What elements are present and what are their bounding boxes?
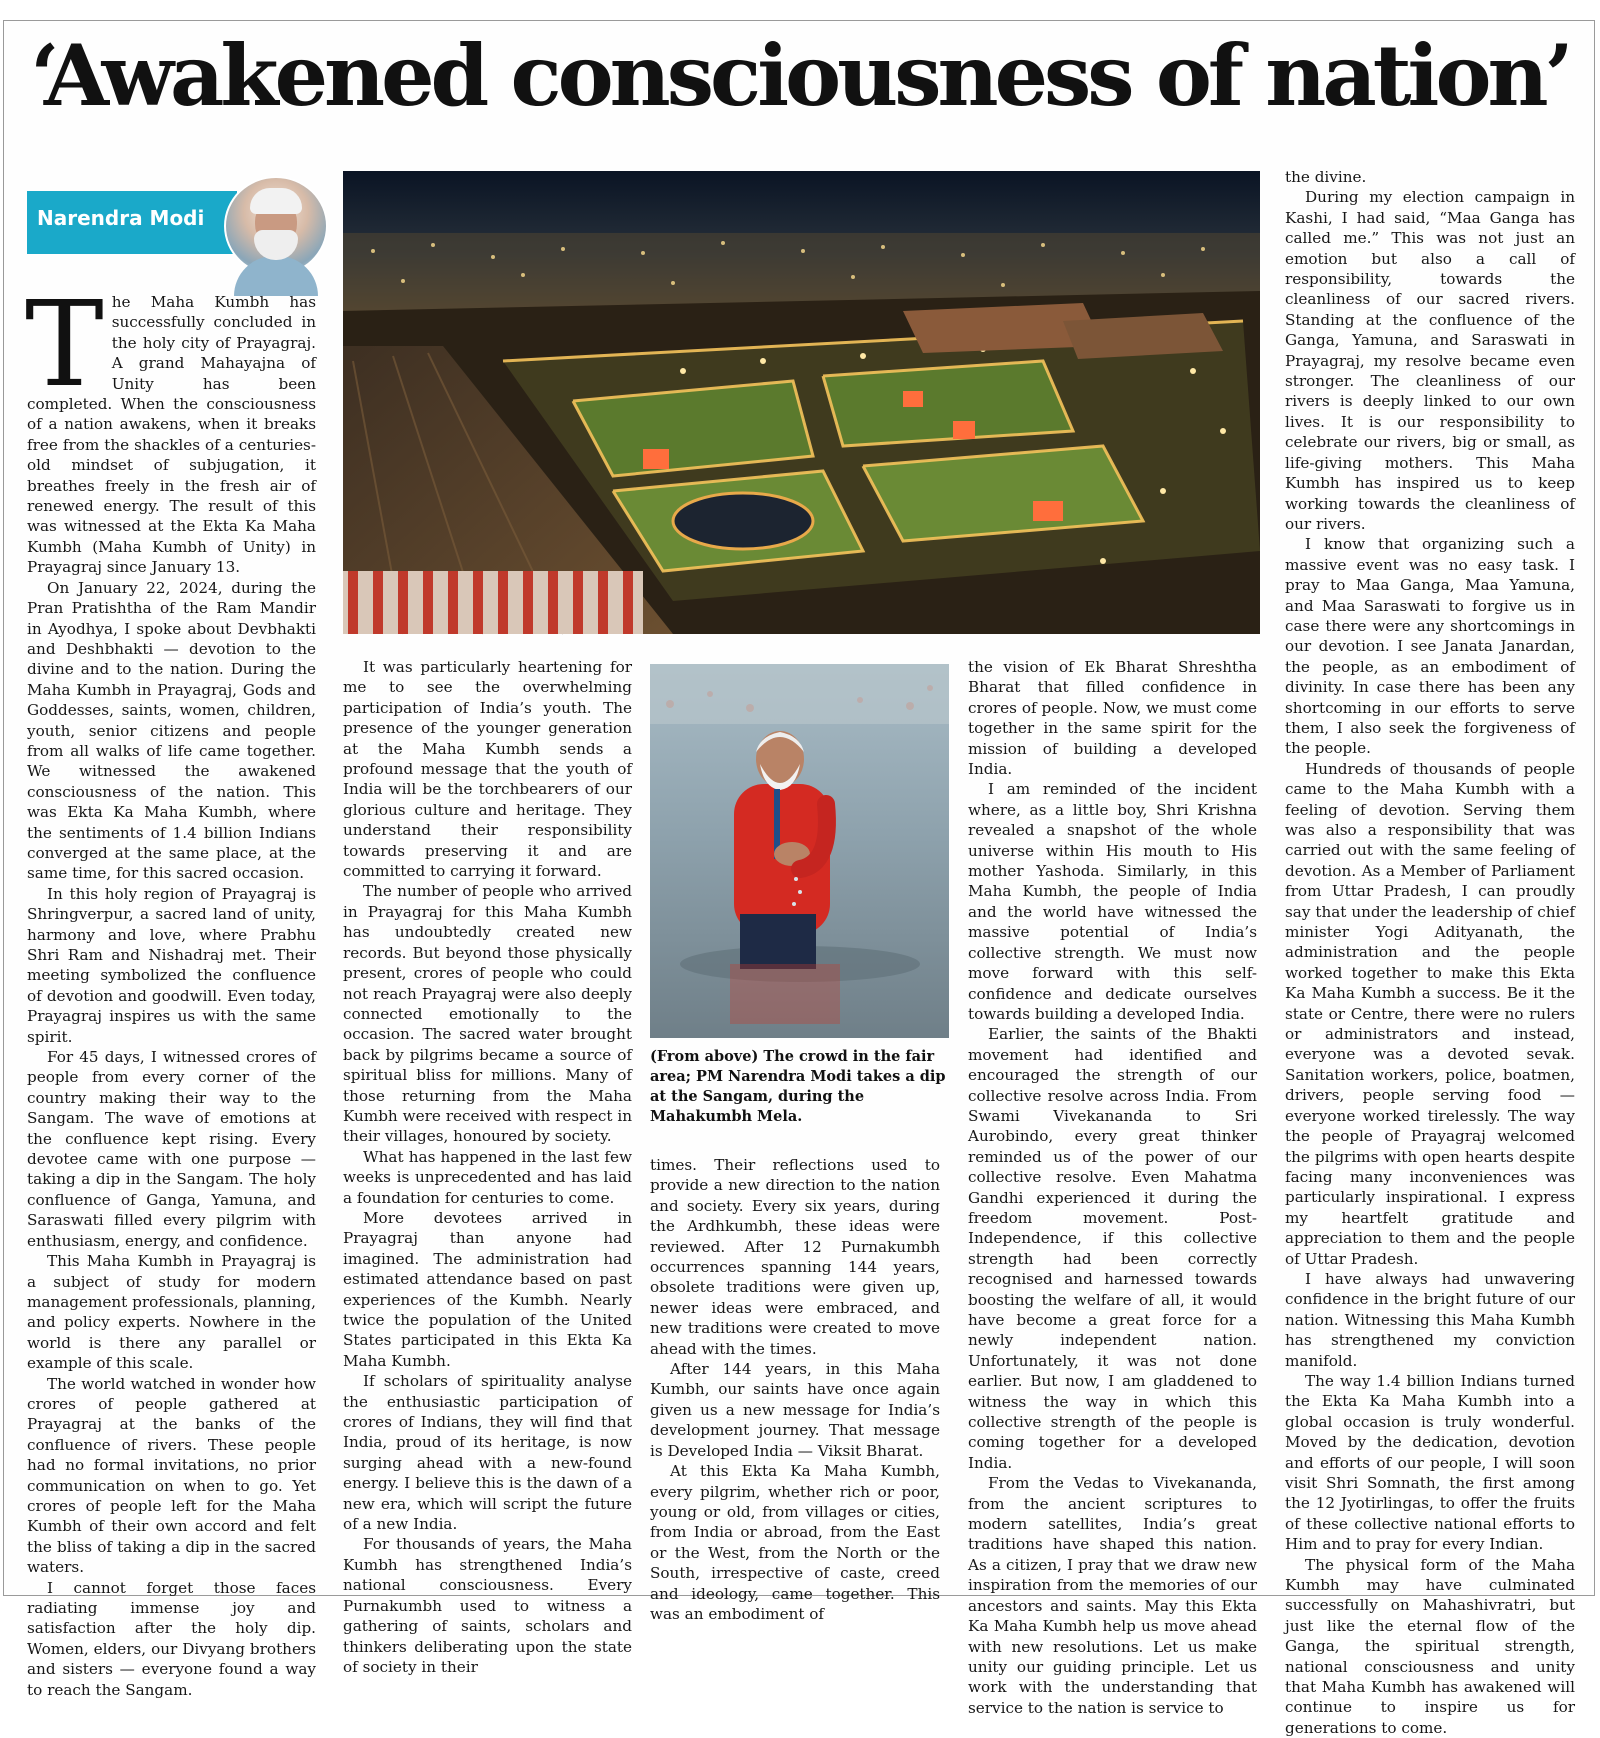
paragraph: At this Ekta Ka Maha Kumbh, every pilgrim, whether rich or poor, young or old, from villages or cities, from India or abroad, from the East or the West, from the North or the South, irrespective of caste, creed and ideology, came together. This was an embodiment of — [650, 1462, 940, 1623]
paragraph: What has happened in the last few weeks is unprecedented and has laid a foundation for centuries to come. — [343, 1147, 632, 1207]
paragraph: If scholars of spirituality analyse the enthusiastic participation of crores of Indians, they will find that India, proud of its heritage, is now surging ahead with a new-found energy. I believe this is the dawn of a new era, which will script the future of a new India. — [343, 1372, 632, 1534]
paragraph: the vision of Ek Bharat Shreshtha Bharat that filled confidence in crores of people. Now, we must come together in the same spirit for the mission of building a developed India. — [968, 658, 1257, 779]
paragraph: This Maha Kumbh in Prayagraj is a subject of study for modern management professionals, planning, and policy experts. Nowhere in the world is there any parallel or example of this scale. — [27, 1252, 316, 1373]
paragraph: the divine. — [1285, 168, 1367, 186]
paragraph: The physical form of the Maha Kumbh may have culminated successfully on Mahashivratri, but just like the eternal flow of the Ganga, the spiritual strength, national consciousness and unity that Maha Kumbh has awakened will continue to inspire us for generations to come. — [1285, 1555, 1575, 1737]
paragraph: I know that organizing such a massive event was no easy task. I pray to Maa Ganga, Maa Yamuna, and Maa Saraswati to forgive us in case there were any shortcomings in our devotion. I see Janata Janardan, the people, as an embodiment of divinity. In case there has been any shortcoming in our efforts to serve them, I also seek the forgiveness of the people. — [1285, 535, 1575, 758]
drop-cap: T — [25, 275, 104, 413]
paragraph: I have always had unwavering confidence in the bright future of our nation. Witnessing this Maha Kumbh has strengthened my conviction manifold. — [1285, 1269, 1575, 1370]
paragraph: Earlier, the saints of the Bhakti movement had identified and encouraged the strength of our collective resolve across India. From Swami Vivekananda to Sri Aurobindo, every great thinker reminded us of the power of our collective resolve. Even Mahatma Gandhi experienced it during the freedom movement. Post-Independence, if this collective strength had been correctly recognised and harnessed towards boosting the welfare of all, it would have become a great force for a newly independent nation. Unfortunately, it was not done earlier. But now, I am gladdened to witness the way in which this collective strength of the people is coming together for a developed India. — [968, 1025, 1257, 1472]
paragraph: In this holy region of Prayagraj is Shringverpur, a sacred land of unity, harmony and love, where Prabhu Shri Ram and Nishadraj met. Their meeting symbolized the confluence of devotion and goodwill. Even today, Prayagraj inspires us with the same spirit. — [27, 884, 316, 1046]
paragraph: I am reminded of the incident where, as a little boy, Shri Krishna revealed a snapshot of the whole universe within His mouth to His mother Yashoda. Similarly, in this Maha Kumbh, the people of India and the world have witnessed the massive potential of India’s collective strength. We must now move forward with this self-confidence and dedicate ourselves towards building a developed India. — [968, 780, 1257, 1023]
article-column-1 — [25, 275, 316, 1699]
dip-illustration — [650, 664, 949, 1038]
photo-kumbh-aerial — [343, 171, 1260, 634]
paragraph: On January 22, 2024, during the Pran Pratishtha of the Ram Mandir in Ayodhya, I spoke about Devbhakti and Deshbhakti — devotion to the divine and to the nation. During the Maha Kumbh in Prayagraj, Gods and Goddesses, saints, women, children, youth, senior citizens and people from all walks of life came together. We witnessed the awakened consciousness of the nation. This was Ekta Ka Maha Kumbh, where the sentiments of 1.4 billion Indians converged at the same place, at the same time, for this sacred occasion. — [27, 578, 316, 883]
avatar-beard — [254, 230, 298, 260]
paragraph: During my election campaign in Kashi, I had said, “Maa Ganga has called me.” This was not just an emotion but also a call of responsibility, towards the cleanliness of our sacred rivers. Standing at the confluence of the Ganga, Yamuna, and Saraswati in Prayagraj, my resolve became even stronger. The cleanliness of our rivers is deeply linked to our own lives. It is our responsibility to celebrate our rivers, big or small, as life-giving mothers. This Maha Kumbh has inspired us to keep working towards the cleanliness of our rivers. — [1285, 188, 1575, 533]
byline-author: Narendra Modi — [37, 206, 205, 230]
paragraph: More devotees arrived in Prayagraj than anyone had imagined. The administration had estimated attendance based on past experiences of the Kumbh. Nearly twice the population of the United States participated in this Ekta Ka Maha Kumbh. — [343, 1208, 632, 1370]
paragraph: For 45 days, I witnessed crores of people from every corner of the country making their way to the Sangam. The wave of emotions at the confluence kept rising. Every devotee came with one purpose — taking a dip in the Sangam. The holy confluence of Ganga, Yamuna, and Saraswati filled every pilgrim with enthusiasm, energy, and confidence. — [27, 1048, 316, 1250]
paragraph: The world watched in wonder how crores of people gathered at Prayagraj at the banks of the confluence of rivers. These people had no formal invitations, no prior communication on when to go. Yet crores of people left for the Maha Kumbh of their own accord and felt the bliss of taking a dip in the sacred waters. — [27, 1374, 316, 1577]
avatar-shoulders — [234, 256, 318, 296]
paragraph: Hundreds of thousands of people came to the Maha Kumbh with a feeling of devotion. Serving them was also a responsibility that was carried out with the same feeling of devotion. As a Member of Parliament from Uttar Pradesh, I can proudly say that under the leadership of chief minister Yogi Adityanath, the administration and the people worked together to make this Ekta Ka Maha Kumbh a success. Be it the state or Centre, there were no rulers or administrators and instead, everyone was a devoted sevak. Sanitation workers, police, boatmen, drivers, people serving food — everyone worked tirelessly. The way the people of Prayagraj welcomed the pilgrims with open hearts despite facing many inconveniences was particularly inspirational. I express my heartfelt gratitude and appreciation to them and the people of Uttar Pradesh. — [1285, 759, 1575, 1268]
aerial-illustration — [343, 171, 1260, 634]
author-avatar — [224, 176, 328, 276]
article-column-2 — [343, 657, 632, 1676]
paragraph: The way 1.4 billion Indians turned the Ekta Ka Maha Kumbh into a global occasion is truly wonderful. Moved by the dedication, devotion and efforts of our people, I will soon visit Shri Somnath, the first among the 12 Jyotirlingas, to offer the fruits of these collective national efforts to Him and to pray for every Indian. — [1285, 1371, 1575, 1554]
paragraph: For thousands of years, the Maha Kumbh has strengthened India’s national consciousness. Every Purnakumbh used to witness a gathering of saints, scholars and thinkers deliberating upon the state of society in their — [343, 1535, 632, 1676]
photo-caption: (From above) The crowd in the fair area; PM Narendra Modi takes a dip at the Sangam, during the Mahakumbh Mela. — [650, 1048, 946, 1125]
article-column-3 — [650, 1155, 940, 1623]
avatar-hair — [250, 188, 302, 214]
article-column-5 — [1285, 167, 1575, 1737]
paragraph: he Maha Kumbh has successfully concluded in the holy city of Prayagraj. A grand Mahayajna of Unity has been completed. When the consciousness of a nation awakens, when it breaks free from the shackles of a centuries-old mindset of subjugation, it breathes freely in the fresh air of renewed energy. The result of this was witnessed at the Ekta Ka Maha Kumbh (Maha Kumbh of Unity) in Prayagraj since January 13. — [27, 293, 316, 577]
photo-pm-dip — [650, 664, 949, 1038]
paragraph: times. Their reflections used to provide a new direction to the nation and society. Every six years, during the Ardhkumbh, these ideas were reviewed. After 12 Purnakumbh occurrences spanning 144 years, obsolete traditions were given up, newer ideas were embraced, and new traditions were created to move ahead with the times. — [650, 1156, 940, 1358]
headline: ‘Awakened consciousness of nation’ — [30, 26, 1570, 125]
paragraph: From the Vedas to Vivekananda, from the ancient scriptures to modern satellites, India’s great traditions have shaped this nation. As a citizen, I pray that we draw new inspiration from the memories of our ancestors and saints. May this Ekta Ka Maha Kumbh help us move ahead with new resolutions. Let us make unity our guiding principle. Let us work with the understanding that service to the nation is service to — [968, 1474, 1257, 1717]
article-column-4 — [968, 657, 1257, 1717]
paragraph: After 144 years, in this Maha Kumbh, our saints have once again given us a new message for India’s development journey. That message is Developed India — Viksit Bharat. — [650, 1360, 940, 1460]
paragraph: It was particularly heartening for me to see the overwhelming participation of India’s youth. The presence of the younger generation at the Maha Kumbh sends a profound message that the youth of India will be the torchbearers of our glorious culture and heritage. They understand their responsibility towards preserving it and are committed to carrying it forward. — [343, 658, 632, 881]
paragraph: I cannot forget those faces radiating immense joy and satisfaction after the holy dip. Women, elders, our Divyang brothers and sisters — everyone found a way to reach the Sangam. — [27, 1578, 316, 1699]
paragraph: The number of people who arrived in Prayagraj for this Maha Kumbh has undoubtedly created new records. But beyond those physically present, crores of people who could not reach Prayagraj were also deeply connected emotionally to the occasion. The sacred water brought back by pilgrims became a source of spiritual bliss for millions. Many of those returning from the Maha Kumbh were received with respect in their villages, honoured by society. — [343, 882, 632, 1146]
